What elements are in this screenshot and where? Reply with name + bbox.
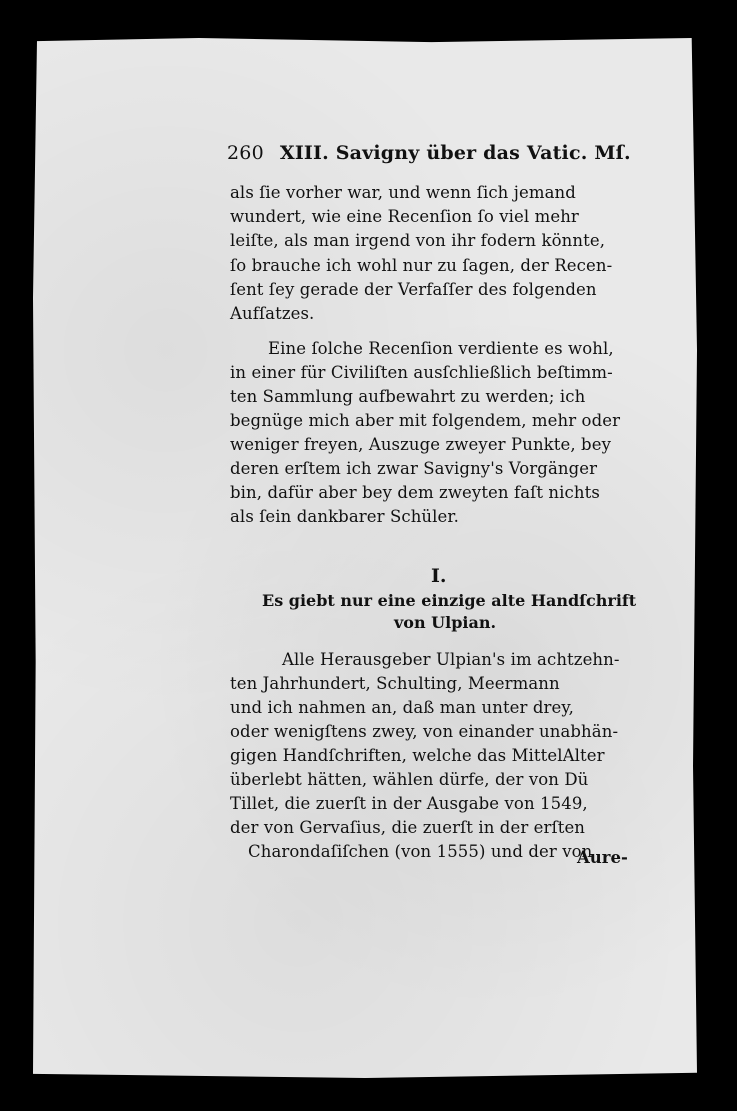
text-line: weniger freyen, Auszuge zweyer Punkte, bey [230, 435, 612, 454]
text-line: bin, dafür aber bey dem zweyten faſt nichts [230, 483, 600, 502]
page-number: 260 [227, 142, 264, 164]
text-line: als ſein dankbarer Schüler. [230, 507, 459, 526]
text-line: wundert, wie eine Recenſion ſo viel mehr [230, 207, 579, 226]
catchword: Aure- [577, 848, 628, 867]
text-line: Charondaſiſchen (von 1555) und der von [248, 842, 593, 861]
text-line: ten Jahrhundert, Schulting, Meermann [230, 674, 560, 693]
running-title: XIII. Savigny über das Vatic. Mſ. [279, 142, 631, 164]
section-heading: Es giebt nur eine einzige alte Handſchrift [262, 591, 637, 610]
text-line: Eine ſolche Recenſion verdiente es wohl, [268, 339, 614, 358]
section-number: I. [431, 565, 447, 587]
text-line: Tillet, die zuerſt in der Ausgabe von 1549, [230, 794, 588, 813]
text-line: in einer für Civiliſten ausſchließlich beſtimm- [230, 363, 613, 382]
text-line: ſent ſey gerade der Verfaſſer des folgenden [230, 280, 597, 299]
text-line: Alle Herausgeber Ulpian's im achtzehn- [282, 650, 620, 669]
text-line: leiſte, als man irgend von ihr fodern könnte, [230, 231, 606, 250]
text-line: als ſie vorher war, und wenn ſich jemand [230, 183, 576, 202]
text-line: gigen Handſchriften, welche das MittelAlter [230, 746, 605, 765]
text-line: überlebt hätten, wählen dürfe, der von Dü [230, 770, 589, 789]
text-line: und ich nahmen an, daß man unter drey, [230, 698, 574, 717]
text-line: der von Gervaſius, die zuerſt in der erſten [230, 818, 586, 837]
text-line: deren erſtem ich zwar Savigny's Vorgänger [230, 459, 598, 478]
text-line: oder wenigſtens zwey, von einander unabhän- [230, 722, 619, 741]
text-line: ſo brauche ich wohl nur zu ſagen, der Recen- [230, 256, 613, 275]
text-line: begnüge mich aber mit folgendem, mehr oder [230, 411, 621, 430]
text-line: ten Sammlung aufbewahrt zu werden; ich [230, 387, 586, 406]
section-heading: von Ulpian. [394, 613, 497, 632]
text-line: Aufſatzes. [230, 304, 315, 323]
running-header [227, 142, 631, 164]
